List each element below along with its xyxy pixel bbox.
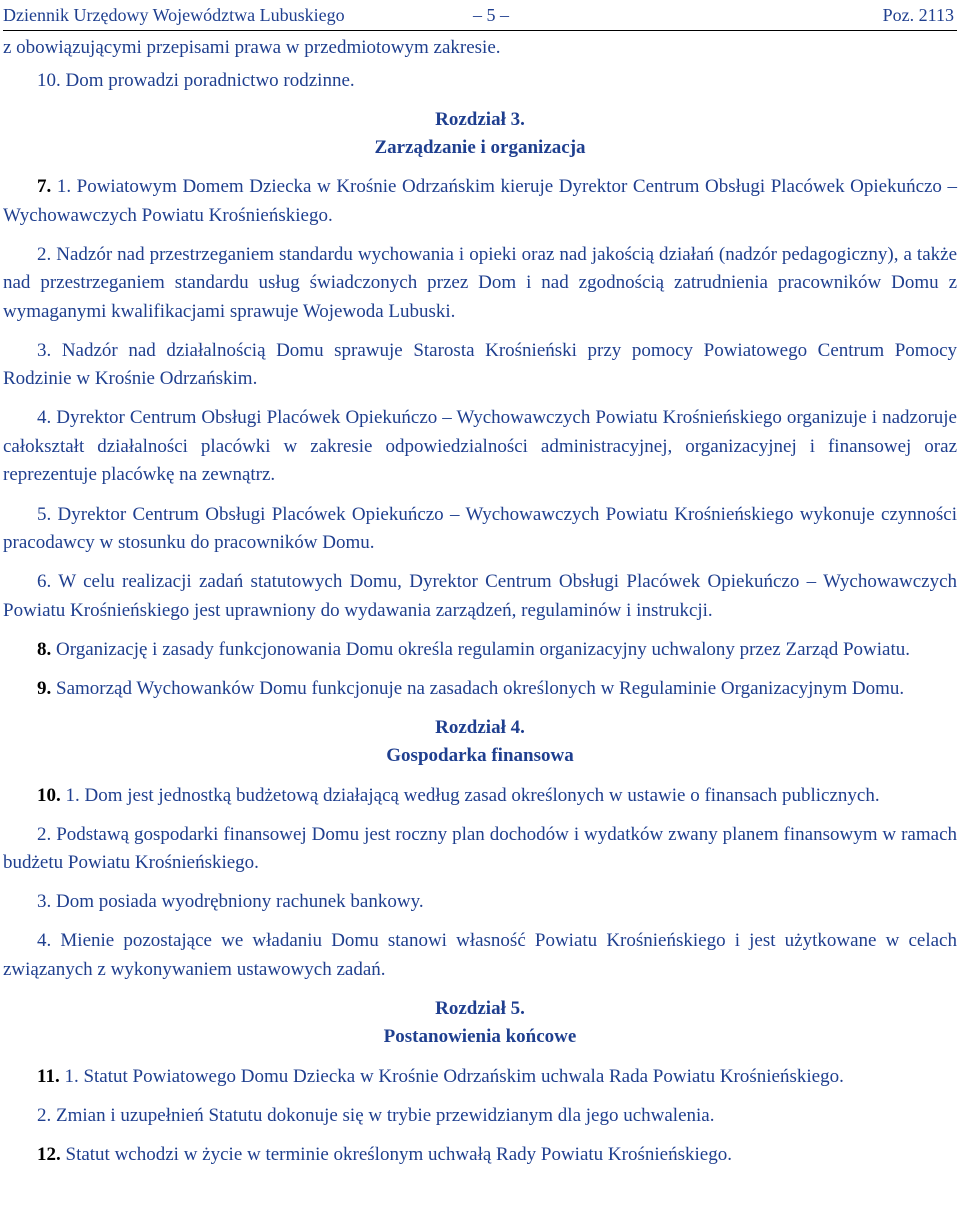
chapter-5-title: Rozdział 5. (435, 997, 525, 1019)
section-8-text: Organizację i zasady funkcjonowania Domu określa regulamin organizacyjny uchwalony przez Zarząd Powiatu. (56, 638, 910, 660)
document-body (3, 30, 957, 1169)
section-9-text: Samorząd Wychowanków Domu funkcjonuje na zasadach określonych w Regulaminie Organizacyjnym Domu. (56, 677, 905, 699)
section-12 (3, 1141, 957, 1170)
page-number: – 5 – (473, 5, 509, 25)
section-10-number: 10. (37, 784, 61, 806)
section-8-number: 8. (37, 638, 52, 660)
section-7-point-4: 4. Dyrektor Centrum Obsługi Placówek Opiekuńczo – Wychowawczych Powiatu Krośnieńskiego organizuje i nadzoruje całokształt działalności placówki w zakresie odpowiedzialności administracyjnej, organizacyjnej i finansowej oraz reprezentuje placówkę na zewnątrz. (3, 407, 957, 486)
chapter-5-subtitle: Postanowienia końcowe (383, 1026, 577, 1048)
section-7-point-1-text: 1. Powiatowym Domem Dziecka w Krośnie Odrzańskim kieruje Dyrektor Centrum Obsługi Placówek Opiekuńczo – Wychowawczych Powiatu Krośnieńskiego. (3, 176, 957, 226)
section-11-point-1-text: 1. Statut Powiatowego Domu Dziecka w Krośnie Odrzańskim uchwala Rada Powiatu Krośnieńskiego. (64, 1065, 844, 1087)
section-8 (3, 636, 957, 665)
chapter-3-subtitle: Zarządzanie i organizacja (374, 137, 586, 159)
section-11-point-2: 2. Zmian i uzupełnień Statutu dokonuje się w trybie przewidzianym dla jego uchwalenia. (37, 1104, 715, 1126)
section-12-number: 12. (37, 1143, 61, 1165)
section-11-number: 11. (37, 1065, 60, 1087)
section-10-point-1-text: 1. Dom jest jednostką budżetową działającą według zasad określonych w ustawie o finansach publicznych. (65, 784, 880, 806)
section-10-point-2: 2. Podstawą gospodarki finansowej Domu jest roczny plan dochodów i wydatków zwany planem finansowym w ramach budżetu Powiatu Krośnieńskiego. (3, 823, 957, 874)
journal-title: Dziennik Urzędowy Województwa Lubuskiego (3, 5, 345, 25)
position-number: Poz. 2113 (882, 5, 954, 25)
section-12-text: Statut wchodzi w życie w terminie określonym uchwałą Rady Powiatu Krośnieńskiego. (65, 1143, 732, 1165)
paragraph-10: 10. Dom prowadzi poradnictwo rodzinne. (37, 69, 355, 91)
section-10-point-3: 3. Dom posiada wyodrębniony rachunek bankowy. (37, 891, 424, 913)
section-10-point-4: 4. Mienie pozostające we władaniu Domu stanowi własność Powiatu Krośnieńskiego i jest użytkowane w celach związanych z wykonywaniem ustawowych zadań. (3, 930, 957, 980)
section-7-point-6: 6. W celu realizacji zadań statutowych Domu, Dyrektor Centrum Obsługi Placówek Opiekuńczo – Wychowawczych Powiatu Krośnieńskiego jest uprawniony do wydawania zarządzeń, regulaminów i instrukcji. (3, 571, 957, 621)
section-7-point-1 (3, 173, 957, 230)
chapter-3-title: Rozdział 3. (435, 108, 525, 130)
page-header (3, 0, 957, 31)
paragraph-intro: z obowiązującymi przepisami prawa w przedmiotowym zakresie. (3, 37, 501, 58)
section-10-point-1 (3, 782, 957, 811)
section-7-number: 7. (37, 176, 52, 198)
section-9 (3, 675, 957, 704)
section-11-point-1 (3, 1063, 957, 1092)
section-9-number: 9. (37, 677, 52, 699)
section-7-point-2: 2. Nadzór nad przestrzeganiem standardu wychowania i opieki oraz nad jakością działań (nadzór pedagogiczny), a także nad przestrzeganiem standardu usług świadczonych przez Dom i nad zgodnością zatrudnienia pracowników Domu z wymaganymi kwalifikacjami sprawuje Wojewoda Lubuski. (3, 243, 957, 322)
section-7-point-3: 3. Nadzór nad działalnością Domu sprawuje Starosta Krośnieński przy pomocy Powiatowego Centrum Pomocy Rodzinie w Krośnie Odrzańskim. (3, 339, 957, 390)
chapter-4-subtitle: Gospodarka finansowa (386, 745, 574, 767)
chapter-4-title: Rozdział 4. (435, 716, 525, 738)
section-7-point-5: 5. Dyrektor Centrum Obsługi Placówek Opiekuńczo – Wychowawczych Powiatu Krośnieńskiego wykonuje czynności pracodawcy w stosunku do pracowników Domu. (3, 503, 957, 554)
